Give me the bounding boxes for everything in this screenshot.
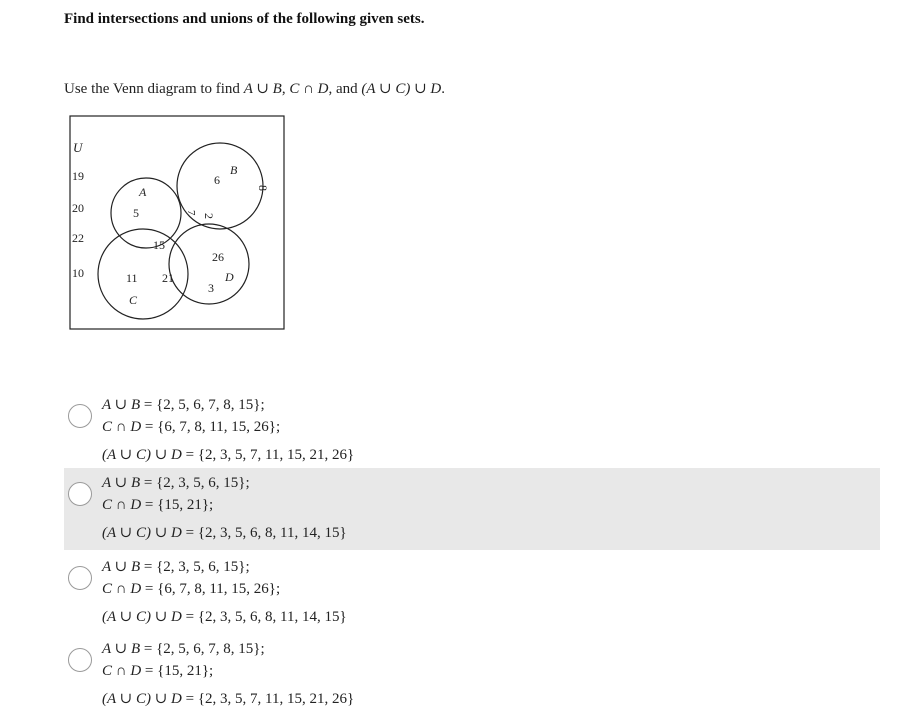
option-3-union-acd-value: = {2, 3, 5, 6, 8, 11, 14, 15} <box>181 609 347 625</box>
option-1-intersect-cd: C ∩ D <box>102 419 142 435</box>
option-1-line-1 <box>102 395 265 414</box>
region-c-11: 11 <box>126 271 138 285</box>
option-1-line-3 <box>102 445 354 464</box>
instruction-expr-union-ab: A ∪ B <box>243 81 282 97</box>
option-4-union-ab: A ∪ B <box>102 641 141 657</box>
option-2-union-acd-value: = {2, 3, 5, 6, 8, 11, 14, 15} <box>181 525 347 541</box>
set-d-label: D <box>225 270 234 284</box>
region-b-8: 8 <box>256 185 270 191</box>
option-4-intersect-cd-value: = {15, 21}; <box>141 663 214 679</box>
region-cd-21: 21 <box>162 271 174 285</box>
region-abc-7: 7 <box>185 210 197 216</box>
set-b-label: B <box>230 163 238 177</box>
instruction-sep-2: , and <box>328 81 362 97</box>
region-d-3: 3 <box>208 281 214 295</box>
option-4-line-3 <box>102 689 354 708</box>
option-2-line-2 <box>102 497 213 514</box>
universe-rectangle <box>70 116 284 329</box>
radio-button-option-3[interactable] <box>68 566 92 590</box>
radio-button-option-1[interactable] <box>68 404 92 428</box>
option-3-line-2 <box>102 581 280 598</box>
option-2-intersect-cd: C ∩ D <box>102 497 142 513</box>
option-1-intersect-cd-value: = {6, 7, 8, 11, 15, 26}; <box>141 419 281 435</box>
option-4-line-1 <box>102 639 265 658</box>
outside-value-10: 10 <box>72 266 84 280</box>
answer-option-4[interactable] <box>64 634 880 716</box>
instruction-expr-union-acd: (A ∪ C) ∪ D <box>361 81 442 97</box>
option-4-union-acd-value: = {2, 3, 5, 7, 11, 15, 21, 26} <box>181 691 355 707</box>
instruction-text <box>64 79 445 98</box>
answer-option-2[interactable] <box>64 468 880 550</box>
question-heading: Find intersections and unions of the following given sets. <box>64 11 425 27</box>
option-2-union-acd: (A ∪ C) ∪ D <box>102 525 182 541</box>
outside-value-19: 19 <box>72 169 84 183</box>
option-4-union-acd: (A ∪ C) ∪ D <box>102 691 182 707</box>
region-a-only: 5 <box>133 206 139 220</box>
option-3-intersect-cd: C ∩ D <box>102 581 142 597</box>
answer-option-3[interactable] <box>64 552 880 634</box>
instruction-expr-intersect-cd: C ∩ D <box>289 81 329 97</box>
option-3-line-1 <box>102 557 250 576</box>
region-ac-15: 15 <box>153 238 165 252</box>
instruction-sep-1: , <box>281 81 290 97</box>
set-c-label: C <box>129 293 138 307</box>
option-2-line-3 <box>102 523 347 542</box>
option-4-intersect-cd: C ∩ D <box>102 663 142 679</box>
universe-label: U <box>73 140 83 155</box>
option-3-intersect-cd-value: = {6, 7, 8, 11, 15, 26}; <box>141 581 281 597</box>
option-4-line-2 <box>102 663 213 680</box>
set-a-label: A <box>139 185 147 199</box>
option-2-intersect-cd-value: = {15, 21}; <box>141 497 214 513</box>
outside-value-22: 22 <box>72 231 84 245</box>
option-3-line-3 <box>102 607 347 626</box>
option-4-union-ab-value: = {2, 5, 6, 7, 8, 15}; <box>140 641 265 657</box>
radio-button-option-4[interactable] <box>68 648 92 672</box>
option-3-union-ab-value: = {2, 3, 5, 6, 15}; <box>140 559 250 575</box>
option-1-union-ab-value: = {2, 5, 6, 7, 8, 15}; <box>140 397 265 413</box>
option-1-line-2 <box>102 419 280 436</box>
instruction-prefix: Use the Venn diagram to find <box>64 81 244 97</box>
option-2-line-1 <box>102 473 250 492</box>
region-b-6: 6 <box>214 173 220 187</box>
option-1-union-acd-value: = {2, 3, 5, 7, 11, 15, 21, 26} <box>181 447 355 463</box>
region-d-26: 26 <box>212 250 224 264</box>
option-3-union-acd: (A ∪ C) ∪ D <box>102 609 182 625</box>
option-1-union-ab: A ∪ B <box>102 397 141 413</box>
option-3-union-ab: A ∪ B <box>102 559 141 575</box>
answer-option-1[interactable] <box>64 390 880 472</box>
option-2-union-ab-value: = {2, 3, 5, 6, 15}; <box>140 475 250 491</box>
option-1-union-acd: (A ∪ C) ∪ D <box>102 447 182 463</box>
instruction-suffix: . <box>441 81 446 97</box>
region-bd-2: 2 <box>202 213 216 219</box>
outside-value-20: 20 <box>72 201 84 215</box>
option-2-union-ab: A ∪ B <box>102 475 141 491</box>
radio-button-option-2[interactable] <box>68 482 92 506</box>
venn-diagram <box>69 115 286 332</box>
